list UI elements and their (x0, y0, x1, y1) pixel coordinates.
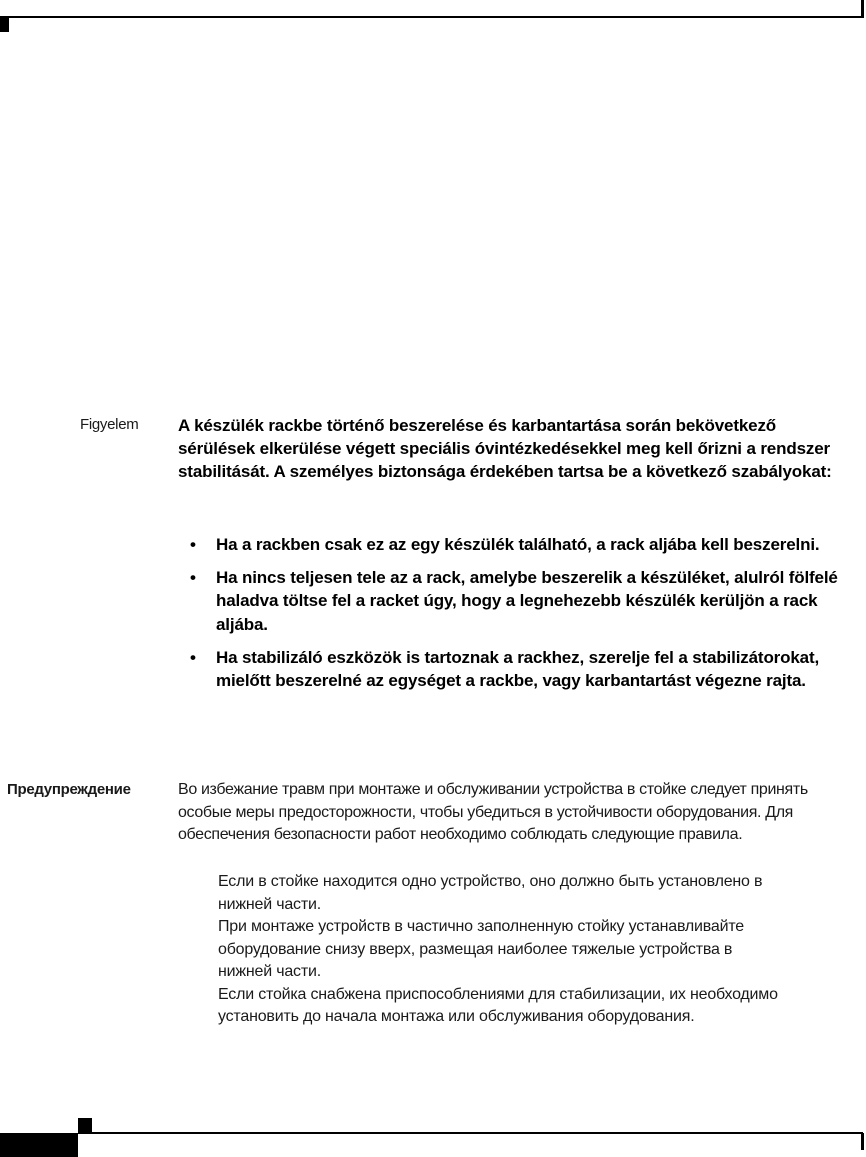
list-item: Если в стойке находится одно устройство, оно должно быть установлено в нижней части. (218, 873, 763, 913)
header-marker (0, 18, 9, 32)
footer-rule (78, 1132, 863, 1134)
warning-list-hungarian (178, 533, 838, 702)
warning-label-hungarian: Figyelem (80, 416, 139, 433)
list-item: • Ha stabilizáló eszközök is tartoznak a rackhez, szerelje fel a stabilizátorokat, mielőtt beszerelné az egységet a rackbe, vagy karbantartást végezne rajta. (190, 647, 820, 691)
list-item: • Ha nincs teljesen tele az a rack, amelybe beszerelik a készüléket, alulról fölfelé haladva töltse fel a racket úgy, hogy a legnehezebb készülék kerüljön a rack aljába. (190, 568, 838, 634)
bullet-icon: • (190, 535, 196, 554)
footer-corner-tick (861, 1133, 864, 1150)
warning-label-russian: Предупреждение (7, 781, 131, 798)
bullet-icon: • (190, 568, 196, 588)
warning-body-russian: Во избежание травм при монтаже и обслуживании устройства в стойке следует принять особые меры предосторожности, чтобы убедиться в устойчивости оборудования. Для обеспечения безопасности работ необходимо соблюдать следующие правила. (178, 781, 808, 843)
list-item: Если стойка снабжена приспособлениями для стабилизации, их необходимо установить до начала монтажа или обслуживания оборудования. (218, 985, 778, 1025)
warning-body-hungarian: A készülék rackbe történő beszerelése és karbantartása során bekövetkező sérülések elkerülése végett speciális óvintézkedésekkel meg kell őrizni a rendszer stabilitását. A személyes biztonsága érdekében tartsa be a következő szabályokat: (178, 416, 832, 482)
footer-page-tab (0, 1133, 78, 1157)
bullet-icon: • (190, 647, 196, 667)
list-item: • Ha a rackben csak ez az egy készülék található, a rack aljába kell beszerelni. (178, 533, 838, 556)
warning-list-russian (218, 871, 778, 1029)
header-corner-tick (861, 0, 864, 18)
list-item: При монтаже устройств в частично заполненную стойку устанавливайте оборудование снизу вверх, размещая наиболее тяжелые устройства в нижней части. (218, 918, 744, 980)
header-rule (0, 16, 863, 18)
footer-marker (78, 1118, 92, 1133)
